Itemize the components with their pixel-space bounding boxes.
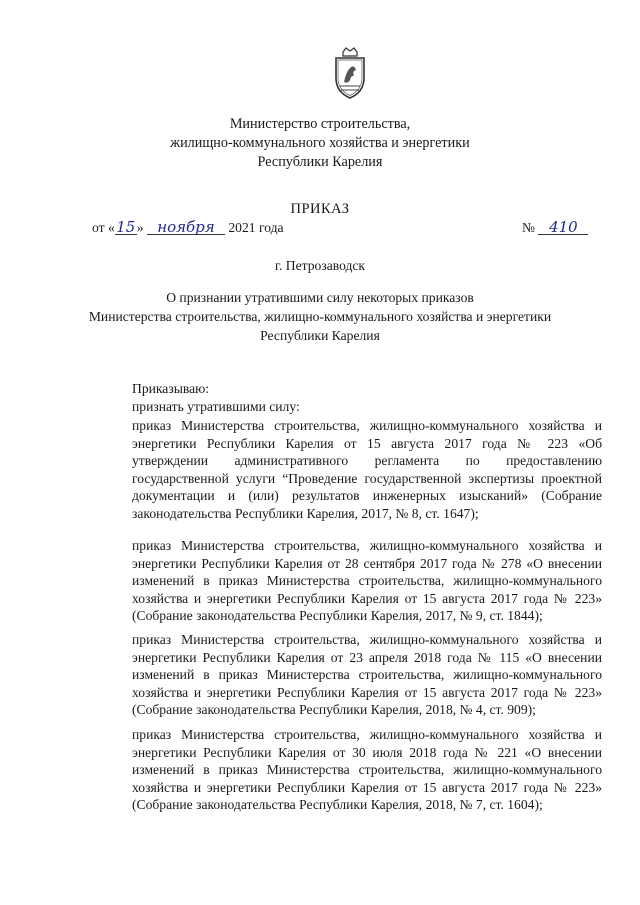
repealed-order-text: приказ Министерства строительства, жилищно-коммунального хозяйства и энергетики Республики Карелия от 23 апреля 2018 года № 115 «О внесении изменений в приказ Министерства строительства, жилищно-коммунального хозяйства и энергетики Республики Карелия от 15 августа 2017 года № 223» (Собрание законодательства Республики Карелия, 2018, № 4, ст. 909); xyxy=(132,632,602,718)
subject-line-1: О признании утратившими силу некоторых приказов xyxy=(166,290,474,305)
repealed-order-item xyxy=(92,726,602,814)
repealed-order-text: приказ Министерства строительства, жилищно-коммунального хозяйства и энергетики Республики Карелия от 28 сентября 2017 года № 278 «О внесении изменений в приказ Министерства строительства, жилищно-коммунального хозяйства и энергетики Республики Карелия от 15 августа 2017 года № 223» (Собрание законодательства Республики Карелия, 2017, № 9, ст. 1844); xyxy=(132,538,602,624)
subject-line-2: Министерства строительства, жилищно-коммунального хозяйства и энергетики xyxy=(88,309,552,324)
date-prefix: от xyxy=(92,220,105,235)
date-month-handwritten: ноября xyxy=(147,221,225,235)
date-year: 2021 года xyxy=(228,220,284,235)
subject-line-3: Республики Карелия xyxy=(260,328,380,343)
city-line: г. Петрозаводск xyxy=(274,258,366,273)
order-number xyxy=(522,220,588,236)
order-word: Приказываю: xyxy=(132,381,210,396)
ministry-name-line-2: жилищно-коммунального хозяйства и энергетики xyxy=(170,135,470,151)
coat-of-arms-emblem xyxy=(332,44,368,100)
repealed-order-item xyxy=(92,631,602,719)
date-day-handwritten: 15 xyxy=(116,218,136,236)
document-title: ПРИКАЗ xyxy=(290,201,350,217)
repealed-order-item xyxy=(92,537,602,625)
date-close-quote: » xyxy=(136,220,144,235)
number-value-handwritten: 410 xyxy=(538,221,588,235)
date-open-quote: « xyxy=(107,220,115,235)
ministry-name-line-3: Республики Карелия xyxy=(257,154,383,170)
repealed-order-item xyxy=(92,417,602,523)
ministry-name-line-1: Министерство строительства, xyxy=(229,116,411,132)
repealed-order-text: приказ Министерства строительства, жилищно-коммунального хозяйства и энергетики Республики Карелия от 30 июля 2018 года № 221 «О внесении изменений в приказ Министерства строительства, жилищно-коммунального хозяйства и энергетики Республики Карелия от 15 августа 2017 года № 223» (Собрание законодательства Республики Карелия, 2018, № 7, ст. 1604); xyxy=(132,727,602,813)
order-intro: признать утратившими силу: xyxy=(132,399,300,414)
date-line xyxy=(92,220,284,236)
repealed-order-text: приказ Министерства строительства, жилищно-коммунального хозяйства и энергетики Республики Карелия от 15 августа 2017 года № 223 «Об утверждении административного регламента по предоставлению государственной услуги “Проведение государственной экспертизы проектной документации и (или) результатов инженерных изысканий» (Собрание законодательства Республики Карелия, 2017, № 8, ст. 1647); xyxy=(132,418,602,521)
number-sign: № xyxy=(522,220,535,235)
